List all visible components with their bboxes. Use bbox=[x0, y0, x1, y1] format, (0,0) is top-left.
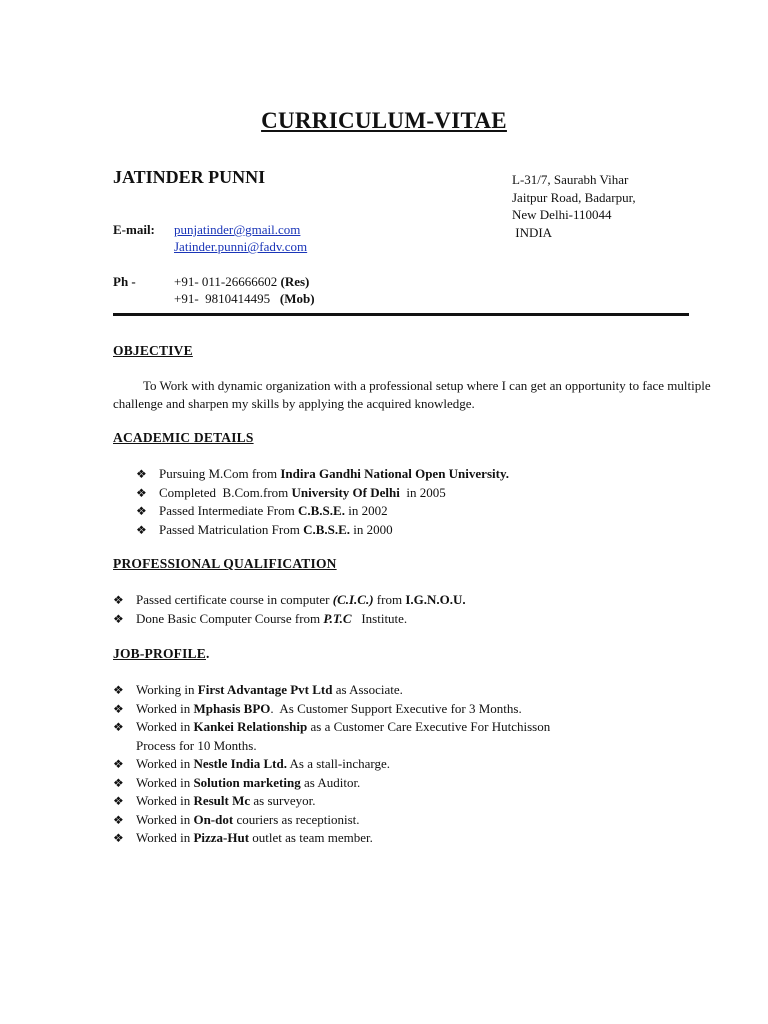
address-line: L-31/7, Saurabh Vihar bbox=[512, 172, 629, 187]
list-item: ❖ Worked in On-dot couriers as receptionist. bbox=[113, 811, 550, 830]
list-item: ❖ Pursuing M.Com from Indira Gandhi National Open University. bbox=[136, 465, 509, 484]
list-item: ❖ Completed B.Com.from University Of Delhi in 2005 bbox=[136, 484, 509, 503]
phone-tag: (Res) bbox=[280, 274, 310, 289]
phone-mobile bbox=[174, 291, 315, 307]
diamond-bullet-icon: ❖ bbox=[113, 775, 124, 790]
professional-heading: PROFESSIONAL QUALIFICATION bbox=[113, 556, 337, 571]
job-list bbox=[113, 681, 550, 848]
document-title: CURRICULUM-VITAE bbox=[261, 108, 507, 133]
address-line: INDIA bbox=[512, 224, 553, 240]
phone-residence bbox=[174, 274, 309, 290]
objective-heading: OBJECTIVE bbox=[113, 343, 193, 358]
address-block bbox=[512, 171, 636, 241]
diamond-bullet-icon: ❖ bbox=[113, 757, 124, 771]
header-divider bbox=[113, 313, 689, 316]
list-item: ❖ Worked in Result Mc as surveyor. bbox=[113, 792, 550, 811]
objective-text bbox=[113, 377, 713, 412]
job-heading: JOB-PROFILE. bbox=[113, 646, 210, 661]
diamond-bullet-icon: ❖ bbox=[136, 522, 147, 537]
list-item: ❖ Working in First Advantage Pvt Ltd as Associate. bbox=[113, 681, 550, 700]
list-item: ❖ Worked in Nestle India Ltd. As a stall-incharge. bbox=[113, 755, 550, 774]
list-item: ❖ Passed Matriculation From C.B.S.E. in 2000 bbox=[136, 521, 509, 540]
list-item: ❖ Worked in Mphasis BPO. As Customer Support Executive for 3 Months. bbox=[113, 700, 550, 719]
list-item: ❖ Worked in Solution marketing as Auditor. bbox=[113, 774, 550, 793]
list-item: ❖ Passed certificate course in computer (C.I.C.) from I.G.N.O.U. bbox=[113, 591, 466, 610]
address-line: Jaitpur Road, Badarpur, bbox=[512, 189, 636, 205]
professional-list bbox=[113, 591, 466, 628]
address-line: New Delhi-110044 bbox=[512, 207, 612, 222]
academic-list bbox=[136, 465, 509, 539]
objective-paragraph: To Work with dynamic organization with a professional setup where I can get an opportunity to face multiple challenge and sharpen my skills by applying the acquired knowledge. bbox=[113, 378, 711, 411]
diamond-bullet-icon: ❖ bbox=[113, 831, 124, 845]
academic-heading: ACADEMIC DETAILS bbox=[113, 430, 254, 445]
email-link-primary[interactable]: punjatinder@gmail.com bbox=[174, 222, 301, 237]
diamond-bullet-icon: ❖ bbox=[136, 485, 147, 500]
list-item: ❖ Worked in Pizza-Hut outlet as team member. bbox=[113, 829, 550, 848]
list-item: ❖ Passed Intermediate From C.B.S.E. in 2002 bbox=[136, 502, 509, 521]
diamond-bullet-icon: ❖ bbox=[113, 683, 124, 697]
phone-label: Ph - bbox=[113, 274, 136, 289]
diamond-bullet-icon: ❖ bbox=[113, 701, 124, 716]
diamond-bullet-icon: ❖ bbox=[113, 720, 124, 734]
email-link-secondary[interactable]: Jatinder.punni@fadv.com bbox=[174, 239, 308, 254]
diamond-bullet-icon: ❖ bbox=[136, 504, 147, 518]
diamond-bullet-icon: ❖ bbox=[136, 467, 147, 481]
diamond-bullet-icon: ❖ bbox=[113, 611, 124, 626]
list-item: ❖ Done Basic Computer Course from P.T.C Institute. bbox=[113, 610, 466, 629]
phone-tag: (Mob) bbox=[279, 291, 315, 306]
email-label: E-mail: bbox=[113, 222, 155, 237]
list-item-continuation: Process for 10 Months. bbox=[136, 737, 257, 753]
list-item: ❖ Worked in Kankei Relationship as a Customer Care Executive For Hutchisson bbox=[113, 718, 550, 737]
phone-number: +91- 011-26666602 bbox=[174, 274, 281, 289]
diamond-bullet-icon: ❖ bbox=[113, 794, 124, 808]
candidate-name: JATINDER PUNNI bbox=[113, 167, 266, 187]
diamond-bullet-icon: ❖ bbox=[113, 593, 124, 607]
diamond-bullet-icon: ❖ bbox=[113, 812, 124, 827]
phone-number: +91- 9810414495 bbox=[174, 291, 280, 306]
